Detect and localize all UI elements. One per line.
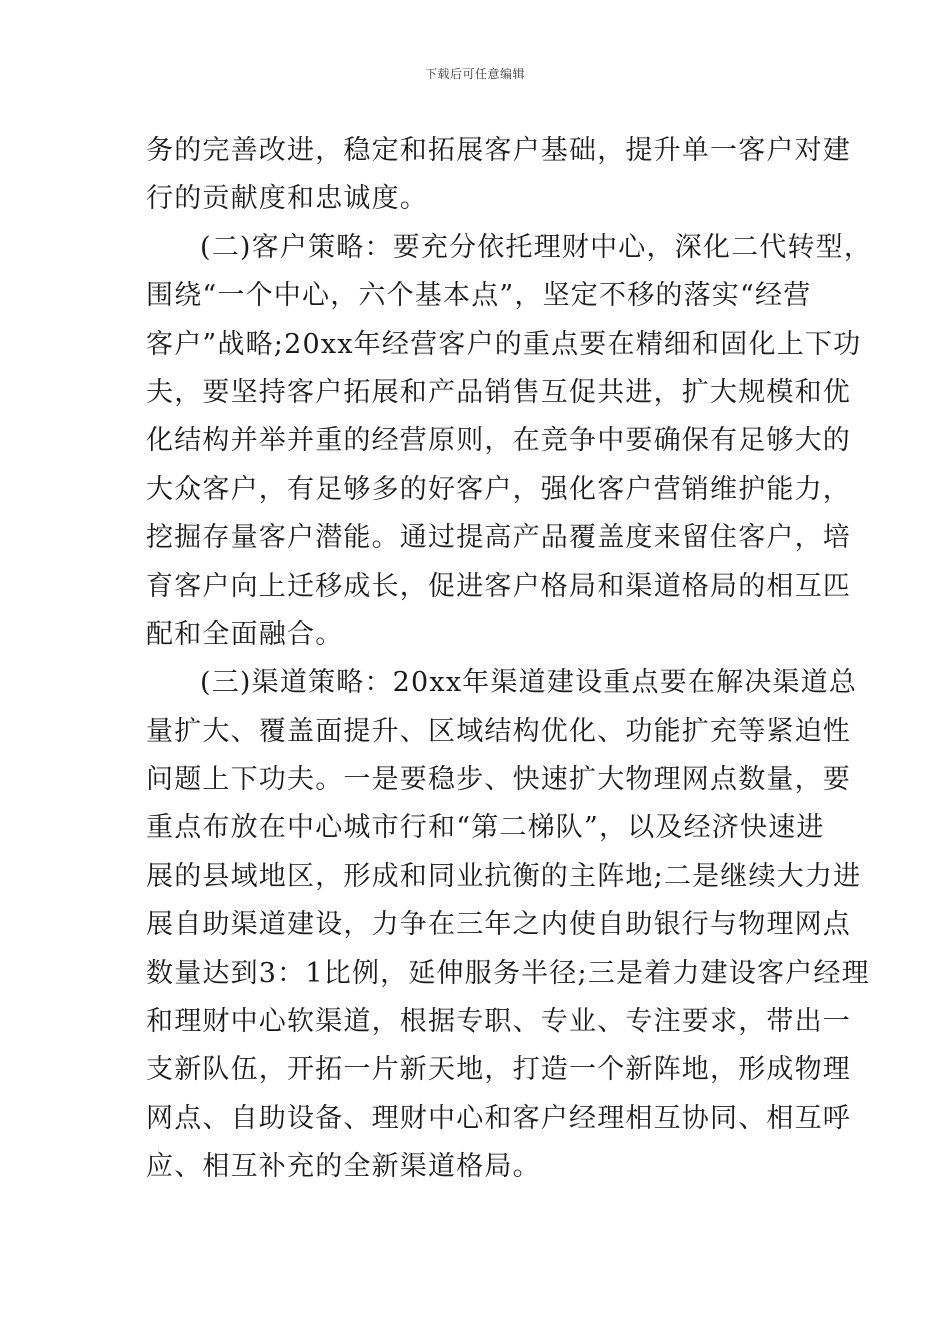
text-line: 务的完善改进，稳定和拓展客户基础，提升单一客户对建 <box>146 135 851 166</box>
text-line: 应、相互补充的全新渠道格局。 <box>146 1151 541 1183</box>
text-line: 挖掘存量客户潜能。通过提高产品覆盖度来留住客户，培 <box>146 522 851 554</box>
paragraph-start-line: (三)渠道策略：20xx年渠道建设重点要在解决渠道总 <box>200 667 858 699</box>
text-line: 围绕“一个中心，六个基本点”，坚定不移的落实“经营 <box>146 280 812 312</box>
document-body <box>146 127 873 1192</box>
text-line: 展自助渠道建设，力争在三年之内使自助银行与物理网点 <box>146 909 851 941</box>
text-line: 客户”战略;20xx年经营客户的重点要在精细和固化上下功 <box>146 328 862 360</box>
text-line: 和理财中心软渠道，根据专职、专业、专注要求，带出一 <box>146 1006 851 1038</box>
text-line: 行的贡献度和忠诚度。 <box>146 183 428 215</box>
text-line: 量扩大、覆盖面提升、区域结构优化、功能扩充等紧迫性 <box>146 715 851 747</box>
text-line: 数量达到3：1比例，延伸服务半径;三是着力建设客户经理 <box>146 957 870 989</box>
text-line: 育客户向上迁移成长，促进客户格局和渠道格局的相互匹 <box>146 570 851 602</box>
text-line: 网点、自助设备、理财中心和客户经理相互协同、相互呼 <box>146 1102 851 1134</box>
text-line: 问题上下功夫。一是要稳步、快速扩大物理网点数量，要 <box>146 764 851 796</box>
text-line: 重点布放在中心城市行和“第二梯队”，以及经济快速进 <box>146 812 825 844</box>
text-line: 夫，要坚持客户拓展和产品销售互促共进，扩大规模和优 <box>146 376 851 408</box>
text-line: 展的县域地区，形成和同业抗衡的主阵地;二是继续大力进 <box>146 860 862 892</box>
text-line: 配和全面融合。 <box>146 618 344 650</box>
header-note: 下载后可任意编辑 <box>424 67 525 81</box>
text-line: 大众客户，有足够多的好客户，强化客户营销维护能力， <box>146 473 851 505</box>
text-line: 化结构并举并重的经营原则，在竞争中要确保有足够大的 <box>146 425 851 457</box>
paragraph-start-line: (二)客户策略：要充分依托理财中心，深化二代转型， <box>200 231 873 263</box>
text-line: 支新队伍，开拓一片新天地，打造一个新阵地，形成物理 <box>146 1054 851 1086</box>
